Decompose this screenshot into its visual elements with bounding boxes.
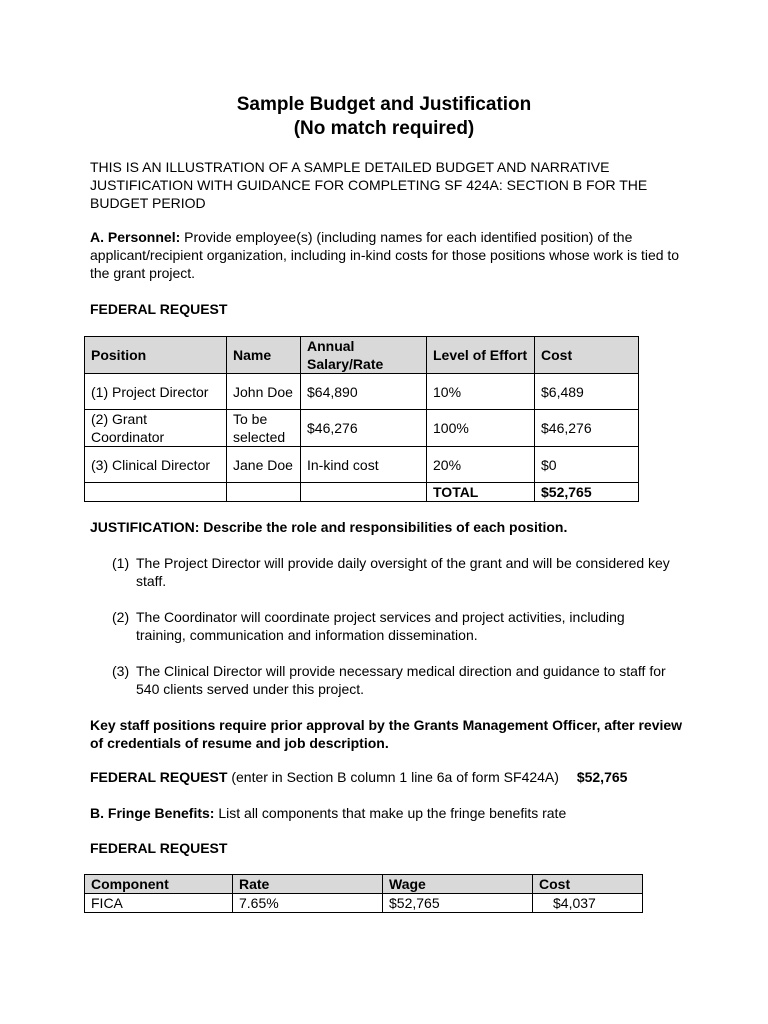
table-cell: (3) Clinical Director [85, 447, 227, 483]
federal-request-heading-1: FEDERAL REQUEST [90, 301, 228, 317]
list-item-text: The Coordinator will coordinate project services and project activities, including training, communication and information dissemination. [136, 609, 625, 643]
table-row [85, 374, 639, 410]
personnel-table [84, 336, 639, 502]
list-item-text: The Clinical Director will provide necessary medical direction and guidance to staff for 540 clients served under this project. [136, 663, 666, 697]
table-cell: Jane Doe [227, 447, 301, 483]
table-cell: 20% [427, 447, 535, 483]
federal-request-note: (enter in Section B column 1 line 6a of form SF424A) [231, 769, 559, 785]
list-item-number: (1) [112, 555, 130, 571]
table-cell: In-kind cost [301, 447, 427, 483]
title-line-2: (No match required) [293, 118, 475, 139]
header-cost: Cost [535, 337, 639, 374]
table-cell: $46,276 [301, 410, 427, 447]
personnel-text: Provide employee(s) (including names for each identified position) of the applicant/recipient organization, including in-kind costs for those positions whose work is tied to the grant project. [90, 229, 680, 281]
fringe-text: List all components that make up the fringe benefits rate [218, 805, 567, 821]
table-cell: FICA [85, 894, 233, 913]
justification-heading: JUSTIFICATION: Describe the role and responsibilities of each position. [90, 519, 568, 535]
fringe-paragraph [90, 804, 690, 822]
table-cell: $64,890 [301, 374, 427, 410]
table-cell: John Doe [227, 374, 301, 410]
table-cell: $52,765 [383, 894, 533, 913]
key-staff-note: Key staff positions require prior approval by the Grants Management Officer, after review of credentials of resume and job description. [90, 717, 683, 751]
table-row [85, 894, 643, 913]
header-component: Component [85, 875, 233, 894]
table-cell: (2) Grant Coordinator [85, 410, 227, 447]
fringe-table [84, 874, 643, 913]
header-salary: Annual Salary/Rate [301, 337, 427, 374]
intro-paragraph: THIS IS AN ILLUSTRATION OF A SAMPLE DETAILED BUDGET AND NARRATIVE JUSTIFICATION WITH GUIDANCE FOR COMPLETING SF 424A: SECTION B FOR THE BUDGET PERIOD [90, 159, 648, 211]
header-cost: Cost [533, 875, 643, 894]
total-label: TOTAL [427, 483, 535, 502]
list-item [112, 554, 672, 590]
header-position: Position [85, 337, 227, 374]
list-item-text: The Project Director will provide daily oversight of the grant and will be considered key staff. [136, 555, 670, 589]
total-row [85, 483, 639, 502]
table-cell: $46,276 [535, 410, 639, 447]
empty-cell [85, 483, 227, 502]
table-cell: 7.65% [233, 894, 383, 913]
header-name: Name [227, 337, 301, 374]
personnel-label: A. Personnel: [90, 229, 181, 245]
list-item-number: (3) [112, 663, 130, 679]
table-header-row [85, 337, 639, 374]
table-cell: (1) Project Director [85, 374, 227, 410]
table-row [85, 410, 639, 447]
federal-request-amount: $52,765 [576, 769, 628, 785]
table-header-row [85, 875, 643, 894]
table-cell: $0 [535, 447, 639, 483]
title-line-1: Sample Budget and Justification [236, 94, 532, 115]
list-item [112, 662, 672, 698]
table-cell: 10% [427, 374, 535, 410]
federal-request-line [90, 768, 690, 786]
empty-cell [301, 483, 427, 502]
table-cell: $4,037 [533, 894, 643, 913]
list-item-number: (2) [112, 609, 130, 625]
table-cell: $6,489 [535, 374, 639, 410]
fringe-label: B. Fringe Benefits: [90, 805, 215, 821]
personnel-paragraph [90, 228, 690, 282]
empty-cell [227, 483, 301, 502]
table-cell: 100% [427, 410, 535, 447]
table-cell: To be selected [227, 410, 301, 447]
total-value: $52,765 [535, 483, 639, 502]
document-title [0, 93, 768, 141]
header-effort: Level of Effort [427, 337, 535, 374]
header-wage: Wage [383, 875, 533, 894]
federal-request-label: FEDERAL REQUEST [90, 769, 228, 785]
federal-request-heading-2: FEDERAL REQUEST [90, 840, 228, 856]
header-rate: Rate [233, 875, 383, 894]
table-row [85, 447, 639, 483]
list-item [112, 608, 672, 644]
